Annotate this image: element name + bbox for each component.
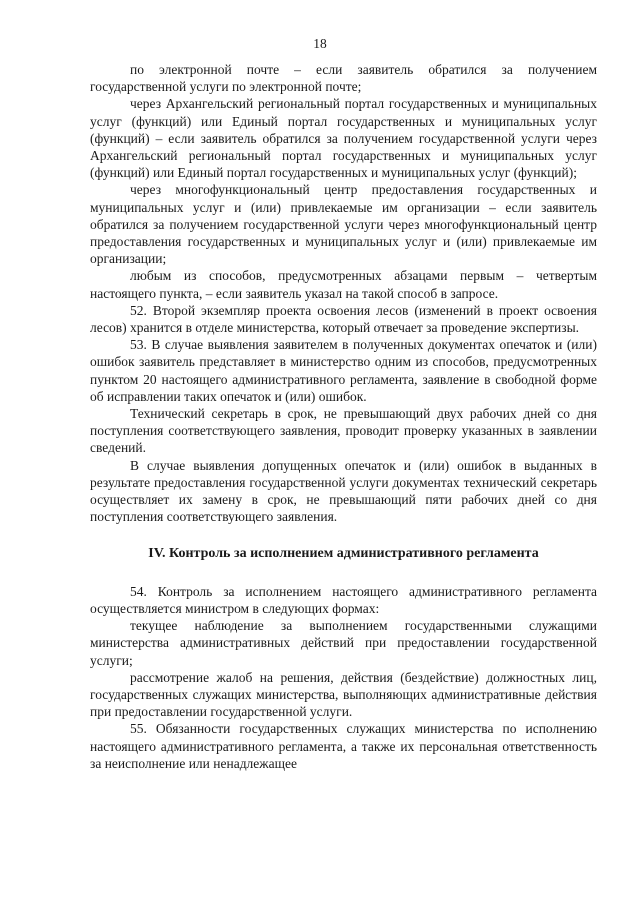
- paragraph-52: 52. Второй экземпляр проекта освоения лесов (изменений в проект освоения лесов) хранится в отделе министерства, который отвечает за проведение экспертизы.: [90, 302, 597, 336]
- paragraph: рассмотрение жалоб на решения, действия (бездействие) должностных лиц, государственных служащих министерства, выполняющих административные действия при предоставлении государственной услуги.: [90, 669, 597, 720]
- paragraph: текущее наблюдение за выполнением государственными служащими министерства административных действий при предоставлении государственной услуги;: [90, 618, 597, 668]
- paragraph: через многофункциональный центр предоставления государственных и муниципальных услуг и (или) привлекаемые им организации – если заявитель обратился за получением государственной услуги через многофункциональный центр предоставления государственных и муниципальных услуг и (или) привлекаемые им организации;: [90, 182, 597, 267]
- paragraph: по электронной почте – если заявитель обратился за получением государственной услуги по электронной почте;: [90, 62, 597, 95]
- document-body: [90, 61, 597, 772]
- paragraph-55: 55. Обязанности государственных служащих министерства по исполнению настоящего административного регламента, а также их персональная ответственность за неисполнение или ненадлежащее: [90, 721, 597, 771]
- paragraph: В случае выявления допущенных опечаток и (или) ошибок в выданных в результате предоставления государственной услуги документах технический секретарь осуществляет их замену в срок, не превышающий пяти рабочих дней со дня поступления соответствующего заявления.: [90, 457, 597, 525]
- paragraph-53: 53. В случае выявления заявителем в полученных документах опечаток и (или) ошибок заявитель представляет в министерство одним из способов, предусмотренных пунктом 20 настоящего административного регламента, заявление в свободной форме об исправлении таких опечаток и (или) ошибок.: [90, 337, 597, 404]
- page-number: 18: [313, 36, 327, 51]
- paragraph: через Архангельский региональный портал государственных и муниципальных услуг (функций) или Единый портал государственных и муниципальных услуг (функций) – если заявитель обратился за получением государственной услуги через Архангельский региональный портал государственных и муниципальных услуг (функций) или Единый портал государственных и муниципальных услуг (функций);: [90, 96, 597, 181]
- paragraph: Технический секретарь в срок, не превышающий двух рабочих дней со дня поступления соответствующего заявления, проводит проверку указанных в заявлении сведений.: [90, 406, 597, 456]
- section-heading: IV. Контроль за исполнением административного регламента: [148, 546, 539, 562]
- paragraph-54: 54. Контроль за исполнением настоящего административного регламента осуществляется министром в следующих формах:: [90, 583, 597, 616]
- paragraph: любым из способов, предусмотренных абзацами первым – четвертым настоящего пункта, – если заявитель указал на такой способ в запросе.: [90, 268, 597, 301]
